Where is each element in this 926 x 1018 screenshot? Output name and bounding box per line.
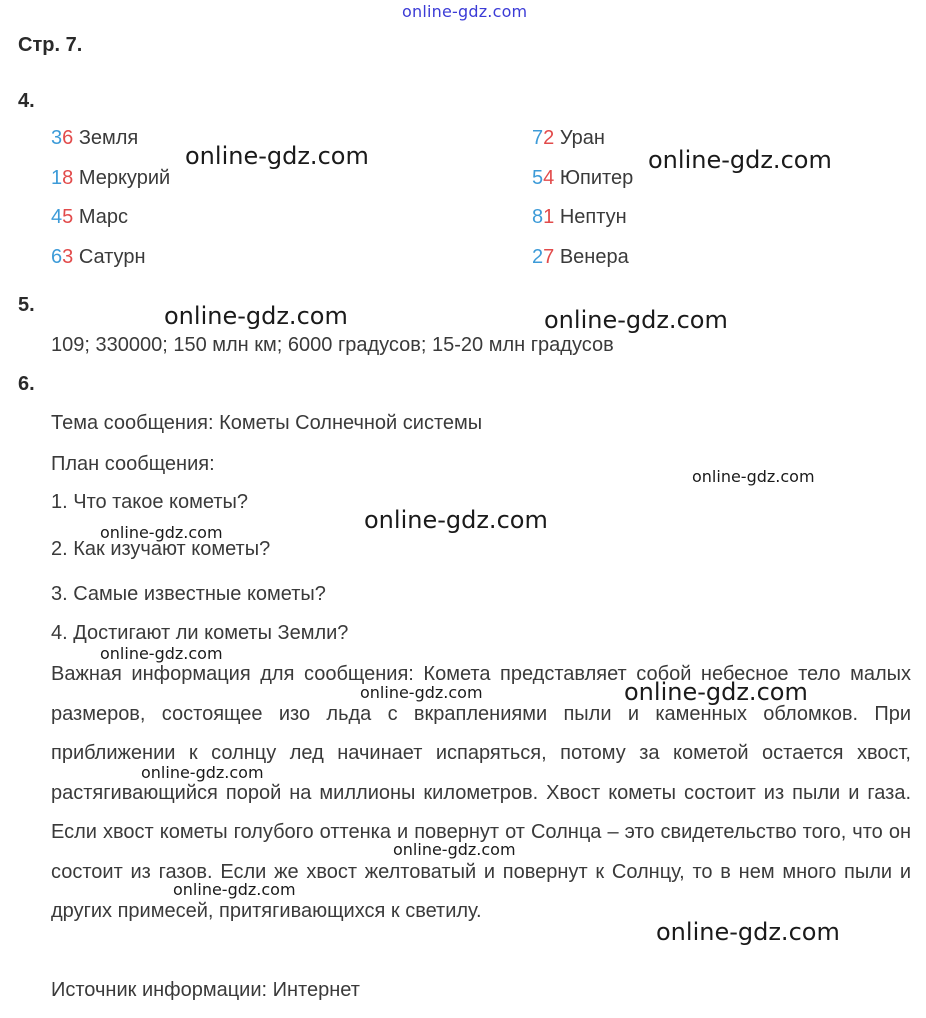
planet-item (51, 127, 138, 150)
planet-number-first-digit: 1 (51, 167, 63, 189)
watermark: online-gdz.com (648, 146, 832, 174)
planet-item (532, 206, 627, 229)
watermark: online-gdz.com (360, 683, 483, 702)
planet-name: Меркурий (78, 167, 171, 189)
planet-item (532, 246, 629, 269)
watermark: online-gdz.com (100, 523, 223, 542)
watermark: online-gdz.com (185, 142, 369, 170)
task-6-number: 6. (18, 373, 35, 395)
plan-label: План сообщения: (51, 453, 215, 475)
planet-name: Земля (78, 127, 139, 149)
planet-number-second-digit: 6 (62, 127, 74, 149)
planet-item (532, 167, 633, 190)
planet-name: Уран (559, 127, 605, 149)
planet-number-first-digit: 6 (51, 246, 63, 268)
planet-name: Сатурн (78, 246, 146, 268)
planet-name: Нептун (559, 206, 627, 228)
watermark: online-gdz.com (624, 678, 808, 706)
planet-number-second-digit: 1 (543, 206, 555, 228)
planet-number-second-digit: 8 (62, 167, 74, 189)
plan-item: 4. Достигают ли кометы Земли? (51, 622, 349, 644)
watermark: online-gdz.com (692, 467, 815, 486)
planet-number-second-digit: 7 (543, 246, 555, 268)
watermark: online-gdz.com (393, 840, 516, 859)
planet-number-second-digit: 3 (62, 246, 74, 268)
planet-number-first-digit: 7 (532, 127, 544, 149)
planet-number-first-digit: 4 (51, 206, 63, 228)
watermark: online-gdz.com (364, 506, 548, 534)
watermark: online-gdz.com (544, 306, 728, 334)
planet-name: Венера (559, 246, 629, 268)
page-label: Стр. 7. (18, 34, 83, 56)
planet-number-first-digit: 3 (51, 127, 63, 149)
task-5-number: 5. (18, 294, 35, 316)
watermark: online-gdz.com (141, 763, 264, 782)
planet-item (51, 246, 146, 269)
task-4-number: 4. (18, 90, 35, 112)
planet-number-second-digit: 2 (543, 127, 555, 149)
planet-number-first-digit: 2 (532, 246, 544, 268)
watermark: online-gdz.com (656, 918, 840, 946)
planet-number-second-digit: 5 (62, 206, 74, 228)
plan-item: 2. Как изучают кометы? (51, 538, 271, 560)
top-watermark: online-gdz.com (402, 2, 528, 21)
planet-item (51, 167, 170, 190)
important-info-paragraph: Важная информация для сообщения: Комета представляет собой небесное тело малых размеров, состоящее изо льда с вкраплениями пыли и каменных обломков. При приближении к солнцу лед начинает испаряться, потому за кометой остается хвост, растягивающийся порой на миллионы километров. Хвост кометы состоит из пыли и газа. Если хвост кометы голубого оттенка и повернут от Солнца – это свидетельство того, что он состоит из газов. Если же хвост желтоватый и повернут к Солнцу, то в нем много пыли и других примесей, притягивающихся к светилу. (51, 663, 911, 922)
plan-item: 3. Самые известные кометы? (51, 583, 326, 605)
watermark: online-gdz.com (173, 880, 296, 899)
planet-number-first-digit: 5 (532, 167, 544, 189)
watermark: online-gdz.com (164, 302, 348, 330)
info-source: Источник информации: Интернет (51, 979, 360, 1001)
planet-item (532, 127, 605, 150)
plan-item: 1. Что такое кометы? (51, 491, 248, 513)
task-5-answer: 109; 330000; 150 млн км; 6000 градусов; 15-20 млн градусов (51, 334, 614, 356)
watermark: online-gdz.com (100, 644, 223, 663)
message-topic: Тема сообщения: Кометы Солнечной системы (51, 412, 483, 434)
planet-item (51, 206, 128, 229)
planet-name: Юпитер (559, 167, 634, 189)
planet-number-first-digit: 8 (532, 206, 544, 228)
planet-number-second-digit: 4 (543, 167, 555, 189)
planet-name: Марс (78, 206, 128, 228)
